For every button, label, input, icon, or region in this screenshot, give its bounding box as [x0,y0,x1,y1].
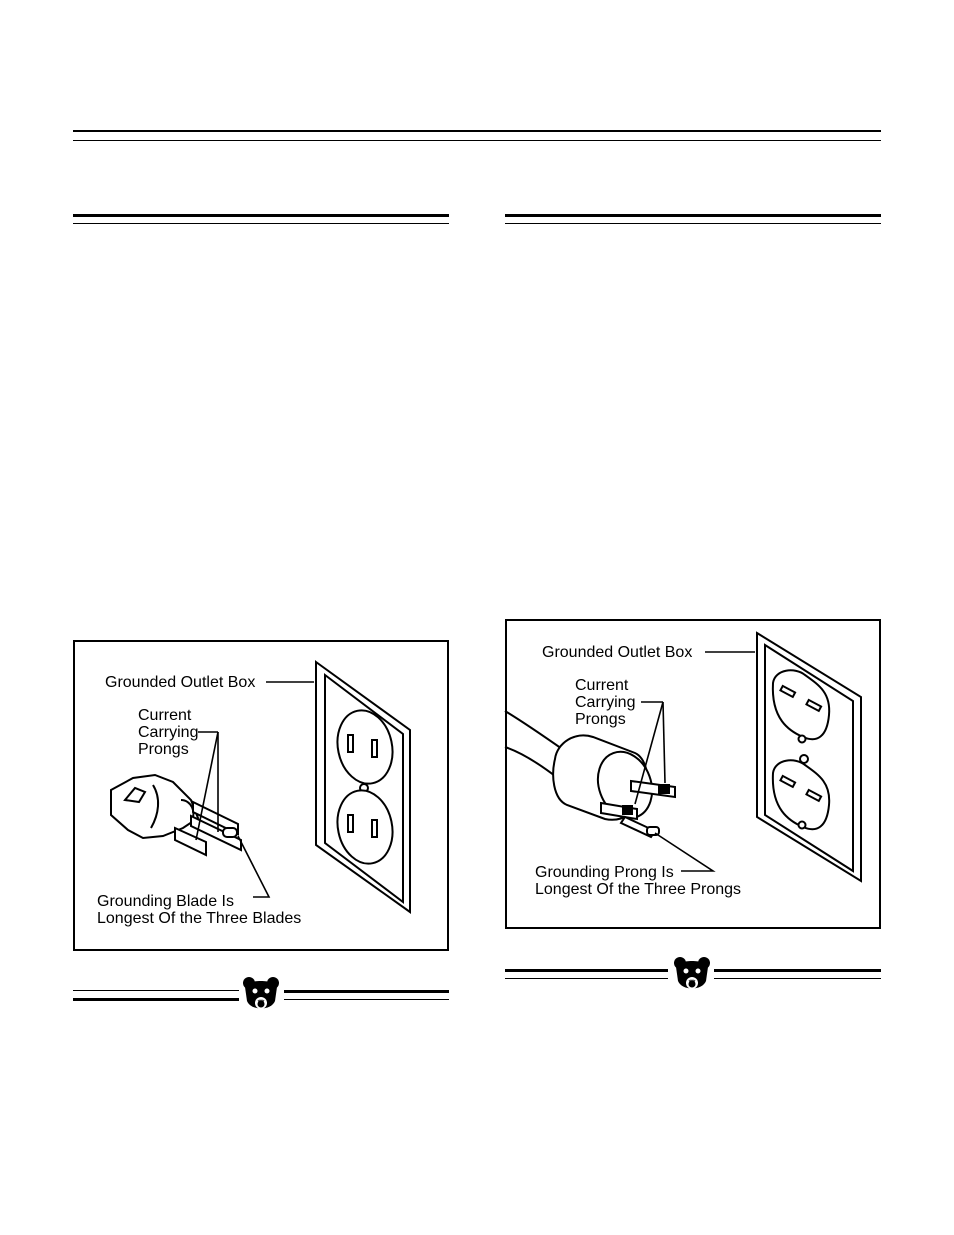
right-footer-rule-thin [505,978,668,979]
left-footer-rule-thin-right [284,990,449,993]
left-prongs-label-line1: Current [138,707,192,724]
right-footer-rule-thick [505,969,668,972]
leader-lines [196,682,314,897]
right-section-rule-top [505,214,881,217]
grounded-outlet-box-icon [757,633,861,881]
left-prongs-label-line2: Carrying [138,724,199,741]
right-prongs-label-line2: Carrying [575,694,636,711]
header-rule-top [73,130,881,132]
plug-icon [505,711,675,837]
left-figure [73,640,449,951]
right-prongs-label-line1: Current [575,677,629,694]
plug-icon [111,775,241,855]
left-outlet-label: Grounded Outlet Box [105,674,256,691]
right-prongs-label-line3: Prongs [575,711,626,728]
right-footer-rule-thin-right [714,978,881,979]
left-footer-rule-thick [73,998,239,1001]
leader-lines [635,652,755,871]
left-ground-label-line1: Grounding Blade Is [97,893,234,910]
left-footer-rule-thin [73,990,239,991]
left-footer-rule-thick-right [284,999,449,1000]
left-ground-label-line2: Longest Of the Three Blades [97,910,302,927]
bear-logo-icon [672,955,712,995]
left-section-rule-top [73,214,449,217]
bear-logo-icon [241,975,281,1015]
left-prongs-label-line3: Prongs [138,741,189,758]
right-ground-label-line2: Longest Of the Three Prongs [535,881,742,898]
right-figure [505,619,881,929]
right-section-rule-bottom [505,223,881,224]
right-ground-label-line1: Grounding Prong Is [535,864,674,881]
right-footer-rule-thick-right [714,969,881,972]
right-outlet-label: Grounded Outlet Box [542,644,693,661]
grounded-outlet-box-icon [316,662,410,912]
header-rule-bottom [73,140,881,141]
left-section-rule-bottom [73,223,449,224]
